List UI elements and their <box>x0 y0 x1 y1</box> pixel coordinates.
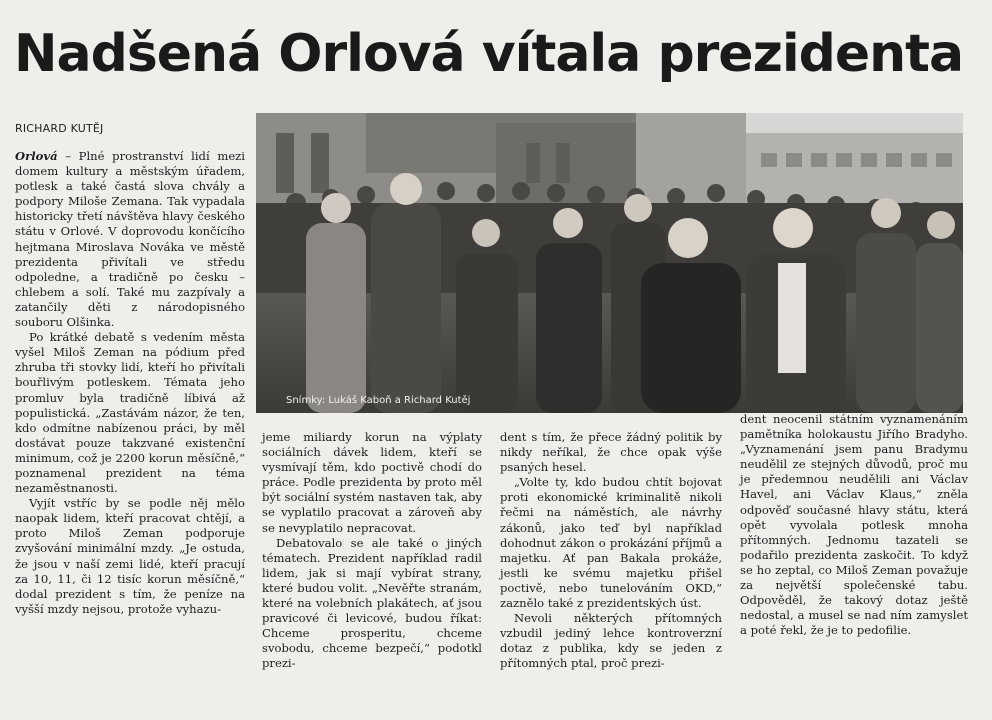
paragraph: „Volte ty, kdo budou chtít bojovat proti ekonomické kriminalitě nikoli řečmi na náměstích, ale návrhy zákonů, jako teď byl například dohodnut zákon o prokázání příjmů a majetku. Ať pan Bakala prokáže, jestli ke svému majetku přišel poctivě, nebo tunelováním OKD,“ zaznělo také z prezidentských úst. <box>500 475 722 611</box>
paragraph: Vyjít vstříc by se podle něj mělo naopak lidem, kteří pracovat chtějí, a proto Miloš Zeman podporuje zvyšování minimální mzdy. „Je ostuda, že jsou v naší zemi lidé, kteří pracují za 10, 11, či 12 tisíc korun měsíčně,“ dodal prezident s tím, že peníze na vyšší mzdy nejsou, protože vyhazu- <box>15 496 245 616</box>
photo-credit: Snímky: Lukáš Kaboň a Richard Kutěj <box>286 395 471 406</box>
article-column-3 <box>500 430 722 672</box>
dateline: Orlová <box>15 149 58 163</box>
paragraph: dent neocenil státním vyznamenáním pamětníka holokaustu Jiřího Bradyho. „Vyznamenání jsem panu Bradymu neudělil ze stejných důvodů, proč mu je předemnou neudělili ani Václav Havel, ani Václav Klaus,“ zněla odpověď současné hlavy státu, která opět vyvolala potlesk mnoha přítomných. Jednomu tazateli se podařilo prezidenta zaskočit. To když se ho zeptal, co Miloš Zeman považuje za největší společenské tabu. Odpověděl, že takový dotaz ještě nedostal, a musel se nad ním zamyslet a poté řekl, že je to pedofilie. <box>740 412 968 638</box>
article-column-4 <box>740 412 968 638</box>
paragraph: Nevoli některých přítomných vzbudil jediný lehce kontroverzní dotaz z publika, kdy se jeden z přítomných ptal, proč prezi- <box>500 611 722 671</box>
paragraph: Po krátké debatě s vedením města vyšel Miloš Zeman na pódium před zhruba tři stovky lidí, kteří ho přivítali bouřlivým potleskem. Témata jeho promluv byla tradičně líbivá až populistická. „Zastávám názor, že ten, kdo odmítne nabízenou práci, by měl dostávat pouze takzvané existenční minimum, což je 2200 korun měsíčně,“ poznamenal prezident na téma nezaměstnanosti. <box>15 330 245 496</box>
article-column-1 <box>15 149 245 617</box>
paragraph: jeme miliardy korun na výplaty sociálních dávek lidem, kteří se vysmívají těm, kdo poctivě chodí do práce. Podle prezidenta by proto měl být sociální systém nastaven tak, aby se vyplatilo pracovat a zároveň aby se nevyplatilo nepracovat. <box>262 430 482 535</box>
paragraph: Debatovalo se ale také o jiných tématech. Prezident například radil lidem, jak si mají vybírat strany, které budou volit. „Nevěřte stranám, které na volebních plakátech, ať jsou pravicové či levicové, budou říkat: Chceme prosperitu, chceme svobodu, chceme bezpečí,“ podotkl prezi- <box>262 535 482 671</box>
article-headline: Nadšená Orlová vítala prezidenta <box>14 24 964 84</box>
paragraph-text: – Plné prostranství lidí mezi domem kultury a městským úřadem, potlesk a také častá slova chvály a podpory Miloše Zemana. Tak vypadala historicky třetí návštěva hlavy českého státu v Orlové. V doprovodu končícího hejtmana Miroslava Nováka ve městě prezidenta přivítali ve středu odpoledne, a tradičně po česku – chlebem a solí. Také mu zazpívaly a zatančily děti z národopisného souboru Olšinka. <box>15 149 245 330</box>
paragraph: dent s tím, že přece žádný politik by nikdy neříkal, že chce opak výše psaných hesel. <box>500 430 722 475</box>
byline: RICHARD KUTĚJ <box>15 122 104 135</box>
article-column-2 <box>262 430 482 672</box>
crowd-photo <box>256 113 963 413</box>
paragraph <box>15 149 245 330</box>
